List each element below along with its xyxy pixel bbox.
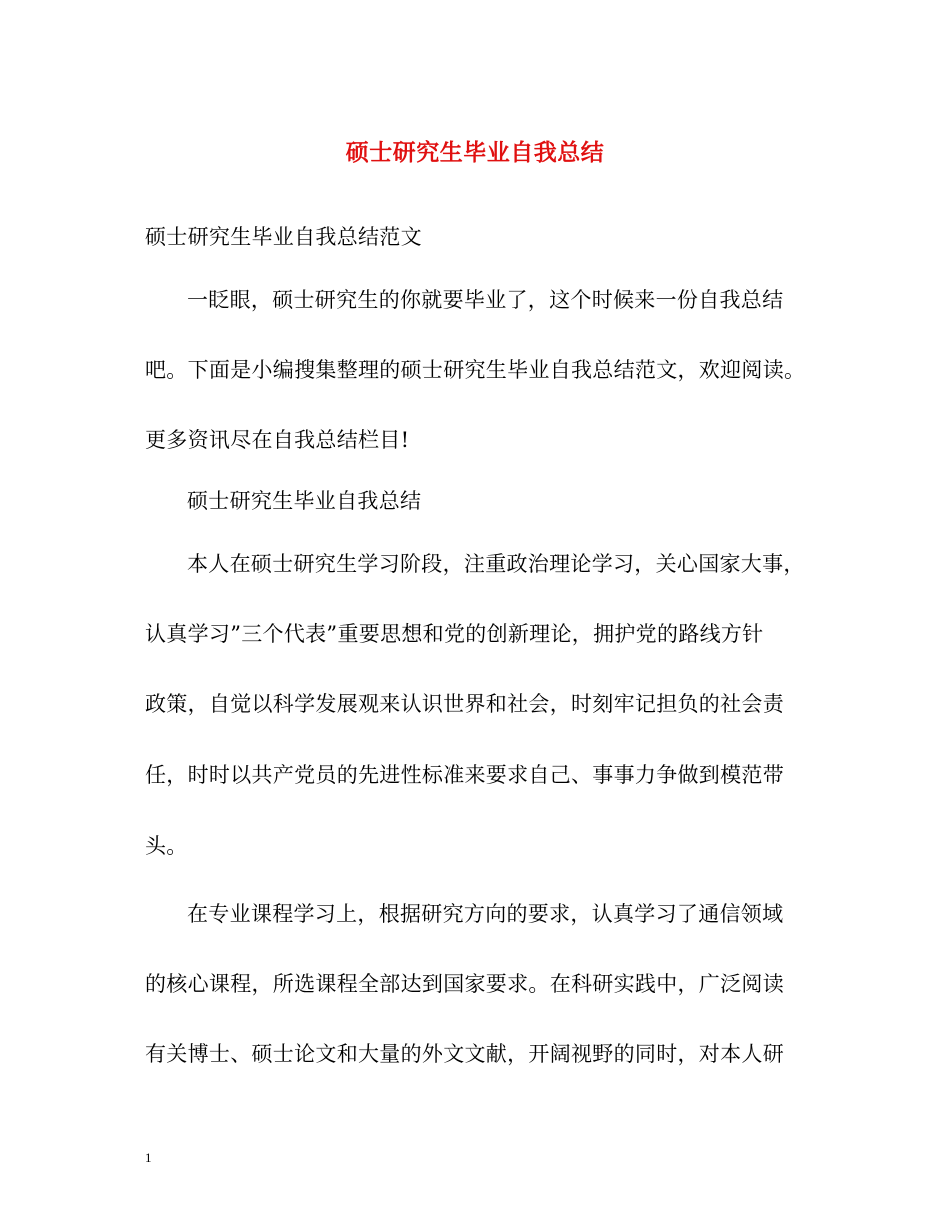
paragraph-line: 一眨眼，硕士研究生的你就要毕业了，这个时候来一份自我总结 <box>187 288 784 312</box>
section-heading: 硕士研究生毕业自我总结 <box>187 489 422 513</box>
paragraph-line: 任，时时以共产党员的先进性标准来要求自己、事事力争做到模范带 <box>145 763 784 787</box>
paragraph-line: 头。 <box>145 834 188 858</box>
paragraph-line: 吧。下面是小编搜集整理的硕士研究生毕业自我总结范文，欢迎阅读。 <box>145 358 806 382</box>
subtitle-line: 硕士研究生毕业自我总结范文 <box>145 225 422 249</box>
document-title: 硕士研究生毕业自我总结 <box>345 139 605 166</box>
paragraph-line: 更多资讯尽在自我总结栏目! <box>145 428 410 452</box>
paragraph-line: 在专业课程学习上，根据研究方向的要求，认真学习了通信领域 <box>187 902 784 926</box>
paragraph-line: 认真学习”三个代表”重要思想和党的创新理论，拥护党的路线方针 <box>145 622 764 646</box>
paragraph-line: 有关博士、硕士论文和大量的外文文献，开阔视野的同时，对本人研 <box>145 1042 784 1066</box>
page-number: 1 <box>145 1150 152 1165</box>
paragraph-line: 本人在硕士研究生学习阶段，注重政治理论学习，关心国家大事， <box>187 552 805 576</box>
paragraph-line: 政策，自觉以科学发展观来认识世界和社会，时刻牢记担负的社会责 <box>145 692 784 716</box>
paragraph-line: 的核心课程，所选课程全部达到国家要求。在科研实践中，广泛阅读 <box>145 972 784 996</box>
